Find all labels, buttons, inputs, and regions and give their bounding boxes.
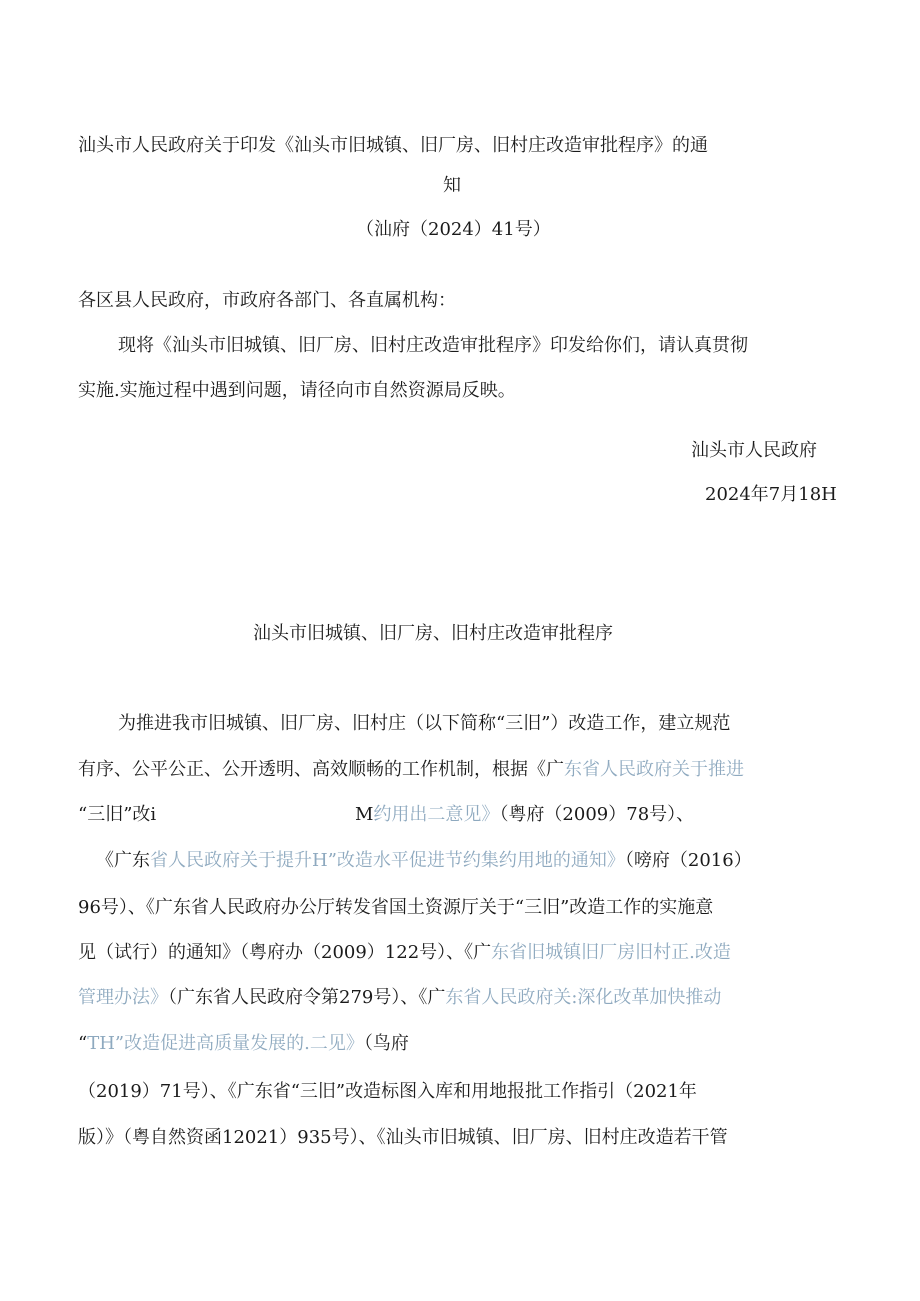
paragraph-line (78, 986, 721, 1010)
law-reference-link[interactable]: 管理办法》 (78, 987, 168, 1008)
text-span: “三旧”改i (78, 804, 157, 825)
notice-title-line1: 汕头市人民政府关于印发《汕头市旧城镇、旧厂房、旧村庄改造审批程序》的通 (78, 135, 708, 156)
law-reference-link[interactable]: 约用出二意见》 (373, 804, 500, 825)
salutation: 各区县人民政府，市政府各部门、各直属机构： (78, 290, 456, 311)
paragraph-line (78, 803, 156, 827)
text-span: 《广东 (96, 850, 150, 871)
paragraph-line (96, 849, 752, 873)
paragraph-line: 为推进我市旧城镇、旧厂房、旧村庄（以下简称“三旧”）改造工作，建立规范 (118, 713, 731, 734)
law-reference-link[interactable]: 东省旧城镇旧厂房旧村正.改造 (491, 942, 731, 963)
text-span: （嗙府（2016） (624, 850, 752, 871)
text-span: 见（试行）的通知》（粤府办（2009）122号）、《广 (78, 942, 492, 963)
notice-title-line2: 知 (443, 175, 461, 196)
notice-body-line2: 实施.实施过程中遇到问题，请径向市自然资源局反映。 (78, 380, 516, 401)
paragraph-line (355, 803, 694, 827)
text-span: （广东省人民政府令第279号）、《广 (168, 987, 446, 1008)
notice-body-line1: 现将《汕头市旧城镇、旧厂房、旧村庄改造审批程序》印发给你们，请认真贯彻 (118, 335, 748, 356)
paragraph-line (78, 1032, 409, 1056)
law-reference-link[interactable]: 东省人民政府关:深化改革加快推动 (445, 987, 722, 1008)
law-reference-link[interactable]: TH”改造促进高质量发展的.二见》 (87, 1033, 364, 1054)
paragraph-line (78, 758, 744, 782)
paragraph-line (78, 941, 731, 965)
law-reference-link[interactable]: 东省人民政府关于推进 (564, 759, 744, 780)
text-span: （鸟府 (363, 1033, 409, 1054)
text-span: “ (78, 1033, 88, 1054)
text-span: M (355, 804, 374, 825)
signature-date: 2024年7月18H (705, 484, 837, 505)
law-reference-link[interactable]: 省人民政府关于提升H”改造水平促进节约集约用地的通知》 (150, 850, 625, 871)
text-span: 有序、公平公正、公开透明、高效顺畅的工作机制，根据《广 (78, 759, 564, 780)
paragraph-line: 96号）、《广东省人民政府办公厅转发省国土资源厅关于“三旧”改造工作的实施意 (78, 897, 714, 918)
signature: 汕头市人民政府 (691, 440, 817, 461)
doc-number: （汕府（2024）41号） (356, 219, 551, 240)
procedure-title: 汕头市旧城镇、旧厂房、旧村庄改造审批程序 (253, 623, 613, 644)
paragraph-line: 版）》（粤自然资函12021）935号）、《汕头市旧城镇、旧厂房、旧村庄改造若干管 (78, 1127, 728, 1148)
paragraph-line: （2019）71号）、《广东省“三旧”改造标图入库和用地报批工作指引（2021年 (78, 1081, 697, 1102)
text-span: （粤府（2009）78号）、 (499, 804, 695, 825)
